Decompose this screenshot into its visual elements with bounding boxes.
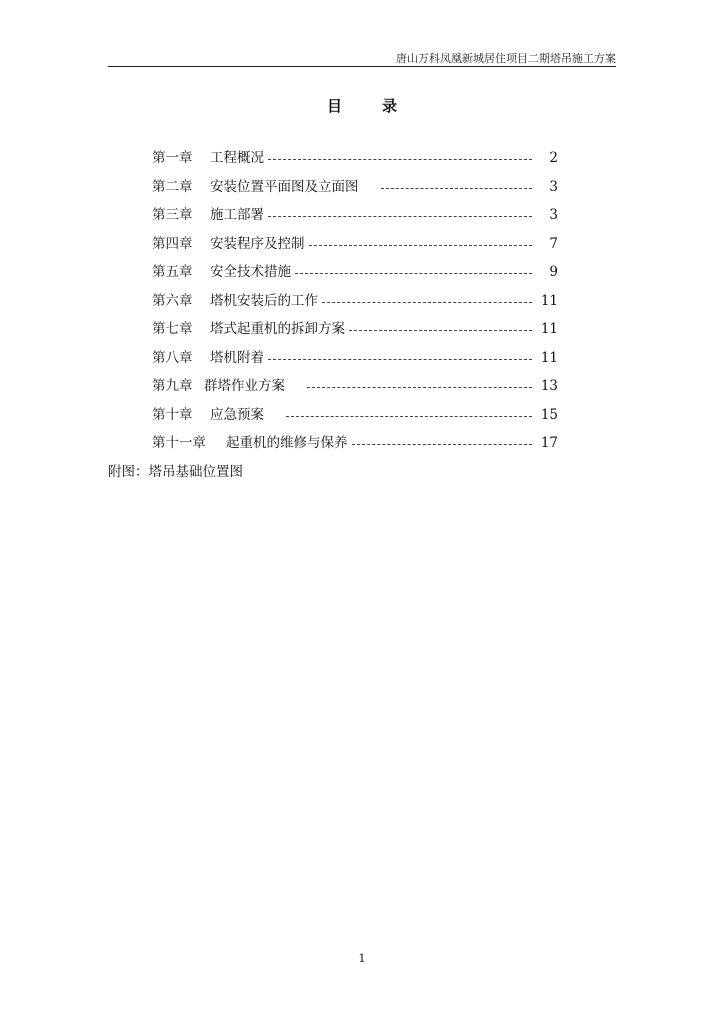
toc-chapter: 第八章 (152, 349, 193, 366)
toc-leader (352, 444, 533, 445)
toc-page: 13 (540, 378, 558, 394)
toc-page: 11 (540, 292, 558, 309)
toc-title: 群塔作业方案 (204, 378, 285, 394)
toc-title: 施工部署 (210, 207, 264, 223)
toc-title: 工程概况 (210, 150, 264, 166)
toc-chapter: 第九章 (152, 378, 193, 394)
toc-page: 11 (540, 321, 558, 337)
toc-chapter: 第六章 (152, 292, 193, 309)
toc-entry[interactable] (152, 403, 558, 432)
toc-leader (268, 216, 532, 217)
toc-entry[interactable] (152, 346, 558, 375)
toc-leader (295, 273, 532, 274)
toc-title: 安装程序及控制 (210, 235, 305, 252)
toc-leader (286, 416, 532, 417)
toc-chapter: 第二章 (152, 178, 193, 195)
toc-chapter: 第五章 (152, 264, 193, 280)
toc-chapter: 第四章 (152, 235, 193, 252)
toc-leader (349, 330, 532, 331)
page-title (0, 95, 724, 116)
toc-entry[interactable] (152, 175, 558, 204)
header-rule (108, 66, 616, 67)
appendix-note: 附图：塔吊基础位置图 (108, 464, 243, 480)
running-header: 唐山万科凤凰新城居住项目二期塔吊施工方案 (396, 52, 616, 65)
toc-page: 3 (549, 207, 558, 223)
toc-chapter: 第七章 (152, 321, 193, 337)
toc-chapter: 第十一章 (152, 435, 206, 451)
toc-title: 起重机的维修与保养 (226, 435, 348, 451)
toc-title: 塔机附着 (210, 349, 264, 366)
toc-entry[interactable] (152, 260, 558, 289)
page-number: 1 (358, 952, 366, 965)
toc-title: 塔机安装后的工作 (210, 292, 318, 309)
toc-page: 3 (549, 178, 558, 195)
toc-title: 安装位置平面图及立面图 (210, 178, 359, 195)
toc-chapter: 第三章 (152, 207, 193, 223)
toc-leader (268, 159, 532, 160)
toc-page: 17 (540, 435, 558, 451)
toc-page: 2 (549, 150, 558, 166)
toc-chapter: 第一章 (152, 150, 193, 166)
toc-leader (307, 387, 532, 388)
toc-page: 9 (549, 264, 558, 280)
title-part-2: 录 (382, 97, 398, 115)
toc-title: 应急预案 (210, 406, 264, 423)
title-part-1: 目 (326, 97, 342, 115)
toc-entry[interactable] (152, 232, 558, 261)
toc-chapter: 第十章 (152, 406, 193, 423)
toc-page: 7 (549, 235, 558, 252)
toc-entry[interactable] (152, 431, 558, 460)
toc-leader (381, 188, 533, 189)
toc-entry[interactable] (152, 374, 558, 403)
toc-title: 安全技术措施 (210, 264, 291, 280)
toc-leader (309, 245, 533, 246)
toc-title: 塔式起重机的拆卸方案 (210, 321, 345, 337)
toc-entry[interactable] (152, 146, 558, 175)
toc-entry[interactable] (152, 317, 558, 346)
toc-leader (322, 302, 532, 303)
toc-entry[interactable] (152, 203, 558, 232)
table-of-contents (152, 146, 558, 460)
toc-page: 11 (540, 349, 558, 366)
toc-page: 15 (540, 406, 558, 423)
toc-entry[interactable] (152, 289, 558, 318)
toc-leader (268, 359, 532, 360)
